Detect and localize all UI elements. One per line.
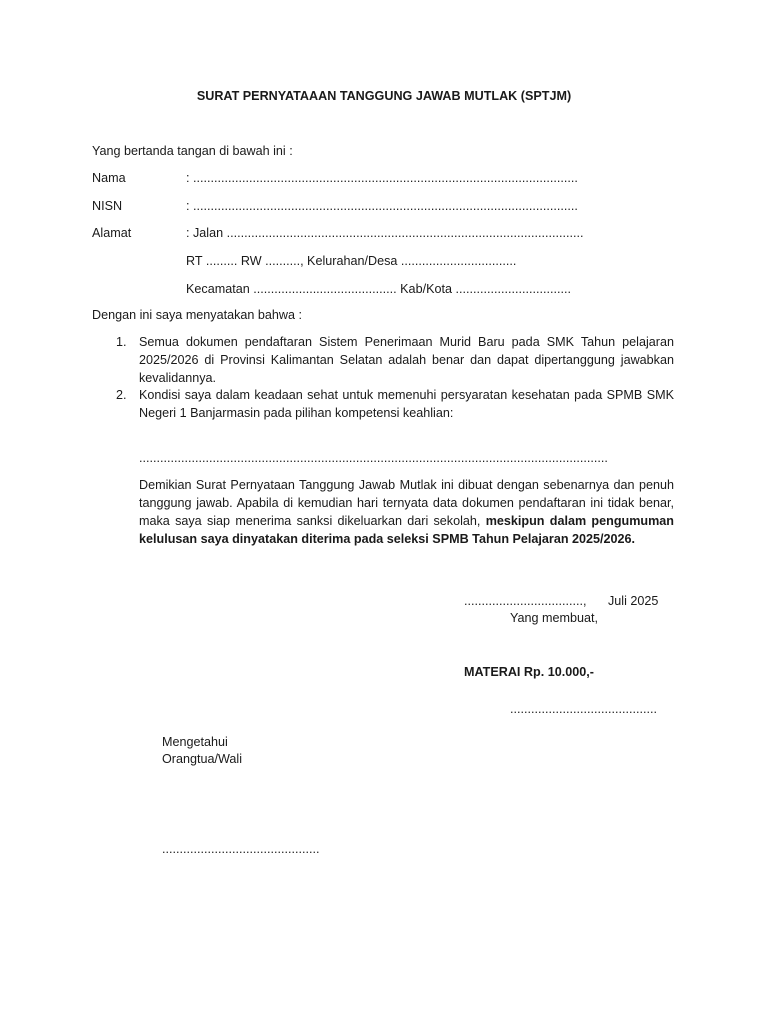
item-text: Semua dokumen pendaftaran Sistem Penerimaan Murid Baru pada SMK Tahun pelajaran 2025/2026 di Provinsi Kalimantan Selatan adalah benar dan dapat dipertanggung jawabkan kevalidannya. [139,335,674,385]
nama-field: : .............................................................................................................. [186,171,578,185]
date-month: Juli 2025 [608,594,659,608]
item-number: 1. [116,335,127,349]
materai-label: MATERAI Rp. 10.000,- [464,665,594,679]
alamat-field: : Jalan ...................................................................................................... [186,226,584,240]
closing-paragraph [139,476,674,548]
statement-intro: Dengan ini saya menyatakan bahwa : [92,308,303,322]
maker-label: Yang membuat, [510,611,598,625]
maker-signature-line: .......................................... [510,702,657,716]
date-place: .................................., [464,594,587,608]
parent-signature-line: ............................................. [162,842,320,856]
closing-normal-text: Demikian Surat Pernyataan Tanggung Jawab Mutlak ini dibuat dengan sebenarnya dan penuh tanggung jawab. Apabila di kemudian hari ternyata data dokumen pendaftaran ini tidak benar, maka saya siap menerima sanksi dikeluarkan dari sekolah, [139,478,674,528]
item-text: Kondisi saya dalam keadaan sehat untuk memenuhi persyaratan kesehatan pada SPMB SMK Negeri 1 Banjarmasin pada pilihan kompetensi keahlian: [139,388,674,420]
item-number: 2. [116,388,127,402]
nisn-field: : .............................................................................................................. [186,199,578,213]
competency-line: ...................................................................................................................................... [139,451,608,465]
nama-label: Nama [92,171,126,185]
parent-label-know: Mengetahui [162,735,228,749]
kecamatan-line: Kecamatan ......................................... Kab/Kota ................................. [186,282,571,296]
document-title: SURAT PERNYATAAAN TANGGUNG JAWAB MUTLAK (SPTJM) [196,89,572,103]
alamat-label: Alamat [92,226,132,240]
parent-label-guardian: Orangtua/Wali [162,752,243,766]
rt-rw-line: RT ......... RW .........., Kelurahan/Desa ................................. [186,254,517,268]
closing-bold-text: meskipun dalam pengumuman kelulusan saya dinyatakan diterima pada seleksi SPMB Tahun Pelajaran 2025/2026. [139,514,674,546]
nisn-label: NISN [92,199,123,213]
intro-text: Yang bertanda tangan di bawah ini : [92,144,293,158]
